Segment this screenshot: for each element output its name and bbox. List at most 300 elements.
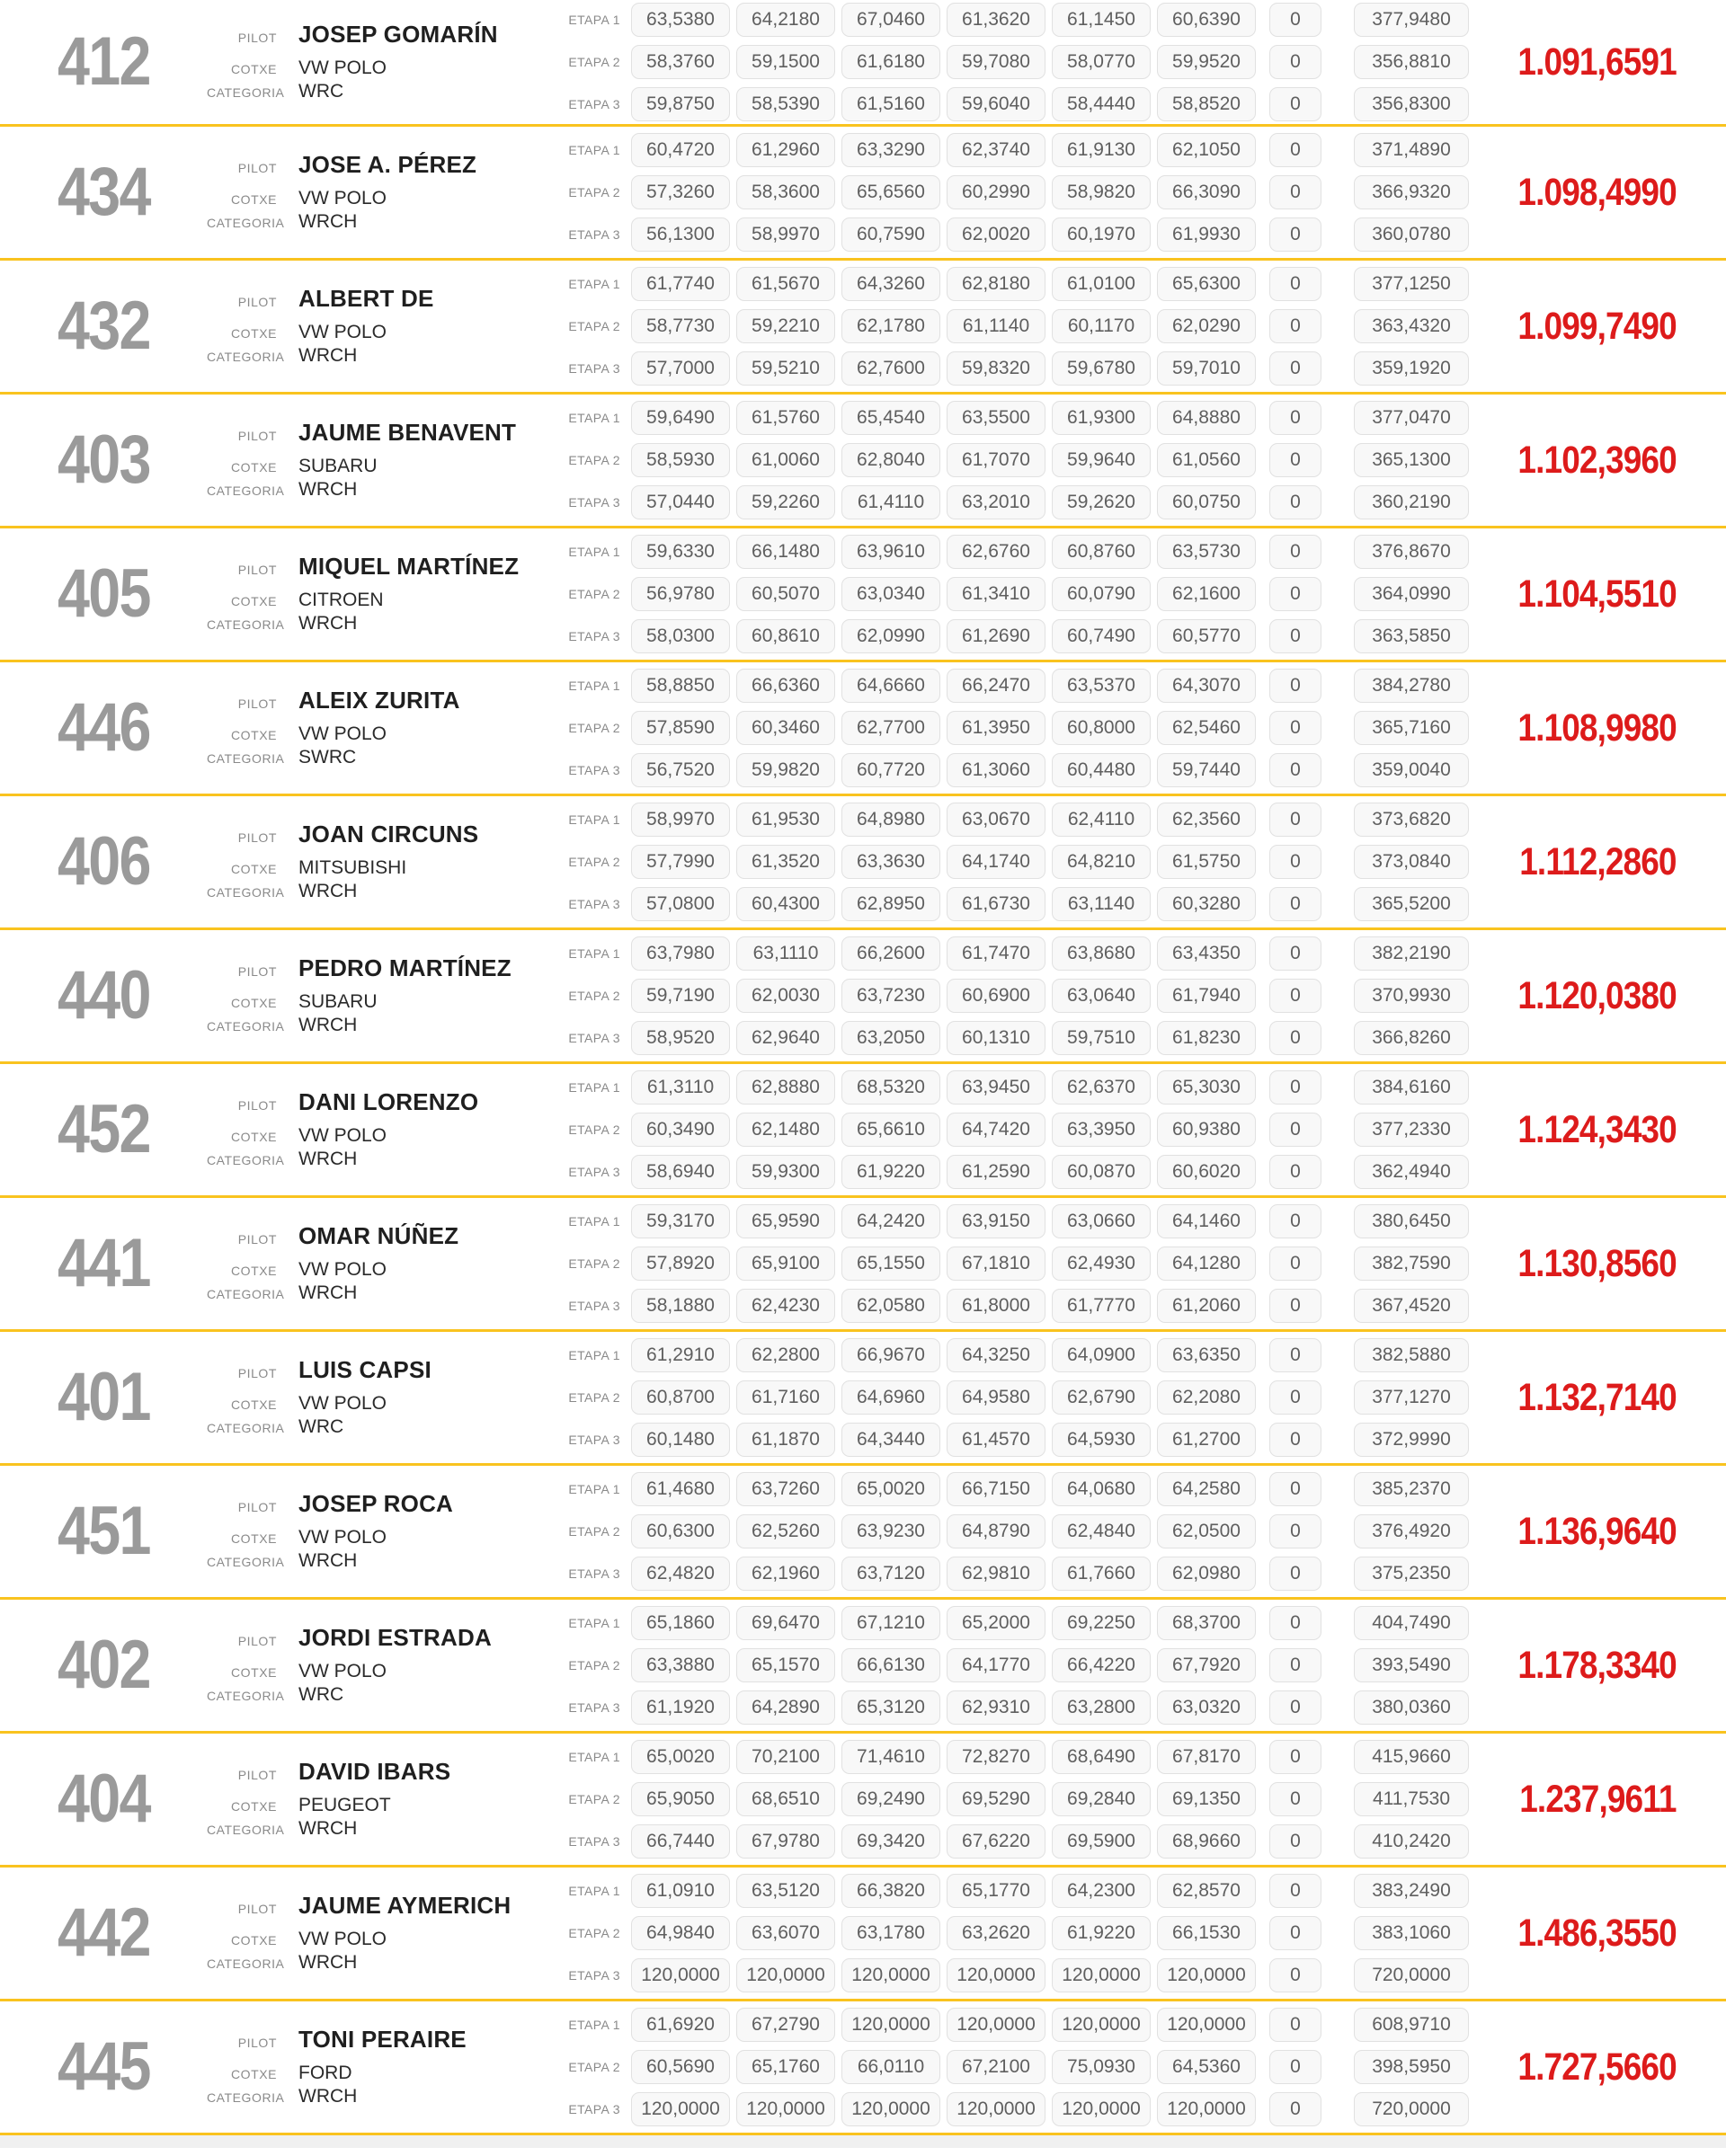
time-cell: 66,3820 [841,1874,940,1908]
pilot-label: PILOT [237,1231,277,1247]
time-cell: 61,3950 [947,711,1045,745]
time-cell: 65,9590 [736,1204,835,1238]
time-cell: 64,1770 [947,1648,1045,1682]
time-cell: 60,4300 [736,887,835,921]
time-cell: 65,1760 [736,2050,835,2084]
time-cell: 120,0000 [947,1958,1045,1992]
time-cell: 59,2210 [736,309,835,343]
penalty-cell: 0 [1269,1824,1321,1859]
driver-row [0,395,1726,528]
time-cell: 59,6040 [947,87,1045,121]
stage-row-2 [503,845,1469,879]
time-cell: 120,0000 [841,2008,940,2042]
stage-total-cell: 360,2190 [1354,485,1469,519]
time-cell: 61,3520 [736,845,835,879]
stage-total-cell: 367,4520 [1354,1289,1469,1323]
stage-results [503,669,1469,787]
penalty-cell: 0 [1269,3,1321,37]
penalty-cell: 0 [1269,2050,1321,2084]
time-cell: 62,8570 [1157,1874,1256,1908]
pilot-label: PILOT [237,562,277,577]
time-cell: 62,8880 [736,1070,835,1105]
time-cell: 64,2420 [841,1204,940,1238]
stage-total-cell: 393,5490 [1354,1648,1469,1682]
categoria-label: CATEGORIA [207,1555,285,1569]
stage-total-cell: 411,7530 [1354,1782,1469,1816]
time-cell: 65,6610 [841,1113,940,1147]
car-number: 434 [57,154,150,230]
overall-total-column [1469,1376,1726,1420]
penalty-cell: 0 [1269,753,1321,787]
driver-row [0,528,1726,662]
cotxe-label: COTXE [230,995,277,1010]
time-cell: 65,2000 [947,1606,1045,1640]
etapa-1-label: ETAPA 1 [568,545,620,559]
time-cell: 62,2800 [736,1338,835,1372]
time-cell: 61,7940 [1157,979,1256,1013]
category-name: WRCH [298,613,358,634]
categoria-label: CATEGORIA [207,85,285,100]
pilot-name: TONI PERAIRE [298,2025,467,2053]
time-cell: 61,7660 [1052,1557,1151,1591]
stage-total-cell: 377,0470 [1354,401,1469,435]
time-cell: 57,3260 [631,175,730,209]
driver-row [0,127,1726,261]
time-cell: 60,1970 [1052,217,1151,252]
time-cell: 61,3410 [947,577,1045,611]
stage-results [503,2008,1469,2126]
pilot-name: PEDRO MARTÍNEZ [298,954,512,981]
time-cell: 65,0020 [631,1740,730,1774]
driver-info [207,954,512,1038]
pilot-label: PILOT [237,963,277,979]
pilot-name: MIQUEL MARTÍNEZ [298,552,520,580]
time-cell: 63,2620 [947,1916,1045,1950]
time-cell: 69,6470 [736,1606,835,1640]
time-cell: 61,6730 [947,887,1045,921]
time-cell: 65,4540 [841,401,940,435]
time-cell: 63,9610 [841,535,940,569]
stage-results [503,535,1469,653]
time-cell: 62,0990 [841,619,940,653]
stage-row-3 [503,351,1469,386]
time-cell: 64,7420 [947,1113,1045,1147]
time-cell: 64,3260 [841,267,940,301]
time-cell: 59,9300 [736,1155,835,1189]
car-number: 405 [57,555,150,632]
car-number: 440 [57,957,150,1034]
stage-row-3 [503,619,1469,653]
time-cell: 63,5730 [1157,535,1256,569]
stage-row-2 [503,443,1469,477]
time-cell: 63,0340 [841,577,940,611]
cotxe-label: COTXE [230,2066,277,2081]
time-cell: 65,1550 [841,1247,940,1281]
time-cell: 60,3280 [1157,887,1256,921]
time-cell: 61,1920 [631,1690,730,1725]
overall-total-column [1469,1778,1726,1822]
time-cell: 72,8270 [947,1740,1045,1774]
driver-row [0,1064,1726,1198]
overall-total-column [1469,1242,1726,1286]
time-cell: 63,7260 [736,1472,835,1506]
time-cell: 64,2300 [1052,1874,1151,1908]
time-cell: 64,3250 [947,1338,1045,1372]
time-cell: 58,0300 [631,619,730,653]
stage-row-3 [503,1155,1469,1189]
penalty-cell: 0 [1269,45,1321,79]
time-cell: 65,3030 [1157,1070,1256,1105]
stage-row-2 [503,309,1469,343]
pilot-name: JOSE A. PÉREZ [298,150,477,178]
penalty-cell: 0 [1269,1021,1321,1055]
time-cell: 56,1300 [631,217,730,252]
driver-row [0,796,1726,930]
time-cell: 61,9530 [736,803,835,837]
penalty-cell: 0 [1269,803,1321,837]
pilot-name: JOSEP ROCA [298,1489,454,1517]
time-cell: 61,8230 [1157,1021,1256,1055]
pilot-label: PILOT [237,1767,277,1782]
pilot-name: ALEIX ZURITA [298,686,460,714]
stage-results [503,936,1469,1055]
time-cell: 63,9450 [947,1070,1045,1105]
overall-total-column [1469,974,1726,1018]
categoria-label: CATEGORIA [207,350,285,364]
time-cell: 61,9300 [1052,401,1151,435]
time-cell: 60,2990 [947,175,1045,209]
time-cell: 61,3060 [947,753,1045,787]
stage-row-2 [503,45,1469,79]
time-cell: 61,5160 [841,87,940,121]
time-cell: 61,3110 [631,1070,730,1105]
stage-results [503,1740,1469,1859]
etapa-3-label: ETAPA 3 [568,495,620,510]
time-cell: 61,2690 [947,619,1045,653]
penalty-cell: 0 [1269,485,1321,519]
time-cell: 60,9380 [1157,1113,1256,1147]
driver-row [0,0,1726,127]
etapa-1-label: ETAPA 1 [568,1080,620,1095]
time-cell: 64,2890 [736,1690,835,1725]
car-number: 432 [57,288,150,364]
stage-row-2 [503,1916,1469,1950]
time-cell: 59,8750 [631,87,730,121]
categoria-label: CATEGORIA [207,2090,285,2105]
driver-info [207,418,517,502]
penalty-cell: 0 [1269,711,1321,745]
stage-row-1 [503,401,1469,435]
etapa-3-label: ETAPA 3 [568,2102,620,2116]
time-cell: 62,2080 [1157,1380,1256,1415]
car-number-column [0,1091,207,1167]
time-cell: 61,8000 [947,1289,1045,1323]
categoria-label: CATEGORIA [207,1019,285,1034]
stage-total-cell: 363,5850 [1354,619,1469,653]
time-cell: 62,9310 [947,1690,1045,1725]
driver-row [0,1734,1726,1868]
stage-results [503,803,1469,921]
driver-info [207,2026,503,2109]
time-cell: 62,1480 [736,1113,835,1147]
time-cell: 61,7770 [1052,1289,1151,1323]
stage-total-cell: 360,0780 [1354,217,1469,252]
penalty-cell: 0 [1269,1648,1321,1682]
etapa-2-label: ETAPA 2 [568,319,620,333]
time-cell: 61,4680 [631,1472,730,1506]
etapa-3-label: ETAPA 3 [568,1031,620,1045]
time-cell: 63,9230 [841,1514,940,1548]
penalty-cell: 0 [1269,175,1321,209]
driver-info [207,21,503,104]
category-name: WRCH [298,2086,358,2107]
time-cell: 61,7070 [947,443,1045,477]
stage-results [503,1070,1469,1189]
time-cell: 66,2600 [841,936,940,971]
time-cell: 60,8000 [1052,711,1151,745]
etapa-2-label: ETAPA 2 [568,587,620,601]
pilot-label: PILOT [237,428,277,443]
stage-total-cell: 377,1270 [1354,1380,1469,1415]
time-cell: 61,2910 [631,1338,730,1372]
time-cell: 67,1210 [841,1606,940,1640]
time-cell: 69,2250 [1052,1606,1151,1640]
time-cell: 66,9670 [841,1338,940,1372]
time-cell: 58,5930 [631,443,730,477]
stage-total-cell: 370,9930 [1354,979,1469,1013]
etapa-2-label: ETAPA 2 [568,55,620,69]
time-cell: 64,1280 [1157,1247,1256,1281]
car-number-column [0,957,207,1034]
time-cell: 60,7490 [1052,619,1151,653]
time-cell: 64,6660 [841,669,940,703]
etapa-3-label: ETAPA 3 [568,1700,620,1715]
time-cell: 60,6020 [1157,1155,1256,1189]
penalty-cell: 0 [1269,1740,1321,1774]
time-cell: 61,9930 [1157,217,1256,252]
time-cell: 120,0000 [1157,2092,1256,2126]
time-cell: 61,1450 [1052,3,1151,37]
stage-row-1 [503,133,1469,167]
penalty-cell: 0 [1269,979,1321,1013]
penalty-cell: 0 [1269,936,1321,971]
stage-total-cell: 385,2370 [1354,1472,1469,1506]
stage-row-2 [503,1782,1469,1816]
etapa-3-label: ETAPA 3 [568,1968,620,1983]
time-cell: 58,7730 [631,309,730,343]
time-cell: 69,3420 [841,1824,940,1859]
time-cell: 63,1780 [841,1916,940,1950]
driver-row [0,261,1726,395]
etapa-3-label: ETAPA 3 [568,1165,620,1179]
driver-row [0,1868,1726,2001]
driver-info [207,1490,503,1574]
stage-row-1 [503,267,1469,301]
pilot-label: PILOT [237,1901,277,1916]
etapa-3-label: ETAPA 3 [568,897,620,911]
car-name: VW POLO [298,1392,387,1414]
time-cell: 64,0900 [1052,1338,1151,1372]
car-name: CITROEN [298,589,384,610]
stage-row-1 [503,669,1469,703]
stage-total-cell: 365,7160 [1354,711,1469,745]
time-cell: 120,0000 [841,1958,940,1992]
stage-row-3 [503,2092,1469,2126]
car-number-column [0,154,207,230]
pilot-name: DANI LORENZO [298,1087,479,1115]
time-cell: 63,7120 [841,1557,940,1591]
stage-total-cell: 415,9660 [1354,1740,1469,1774]
overall-total: 1.136,9640 [1517,1509,1677,1553]
car-name: VW POLO [298,1526,387,1548]
stage-results [503,1606,1469,1725]
cotxe-label: COTXE [230,191,277,207]
overall-total-column [1469,2045,1726,2089]
time-cell: 62,0290 [1157,309,1256,343]
overall-total: 1.102,3960 [1517,438,1677,482]
time-cell: 66,3090 [1157,175,1256,209]
time-cell: 63,0640 [1052,979,1151,1013]
categoria-label: CATEGORIA [207,1287,285,1301]
driver-row [0,1198,1726,1332]
stage-total-cell: 359,0040 [1354,753,1469,787]
time-cell: 58,9520 [631,1021,730,1055]
car-name: VW POLO [298,1258,387,1280]
stage-results [503,1204,1469,1323]
time-cell: 64,0680 [1052,1472,1151,1506]
overall-total: 1.727,5660 [1517,2045,1677,2089]
pilot-label: PILOT [237,30,277,45]
car-number: 403 [57,421,150,498]
cotxe-label: COTXE [230,61,277,76]
penalty-cell: 0 [1269,1958,1321,1992]
penalty-cell: 0 [1269,1070,1321,1105]
pilot-label: PILOT [237,1633,277,1648]
stage-row-2 [503,711,1469,745]
category-name: WRCH [298,1282,358,1303]
car-number-column [0,1627,207,1703]
pilot-name: DAVID IBARS [298,1757,451,1785]
category-name: SWRC [298,747,357,767]
stage-row-3 [503,1423,1469,1457]
etapa-2-label: ETAPA 2 [568,721,620,735]
time-cell: 57,0800 [631,887,730,921]
etapa-2-label: ETAPA 2 [568,1122,620,1137]
time-cell: 120,0000 [947,2092,1045,2126]
time-cell: 67,8170 [1157,1740,1256,1774]
overall-total-column [1469,171,1726,215]
time-cell: 61,0910 [631,1874,730,1908]
time-cell: 62,8040 [841,443,940,477]
etapa-1-label: ETAPA 1 [568,13,620,27]
time-cell: 62,4110 [1052,803,1151,837]
time-cell: 63,3630 [841,845,940,879]
penalty-cell: 0 [1269,577,1321,611]
time-cell: 66,2470 [947,669,1045,703]
time-cell: 66,6360 [736,669,835,703]
penalty-cell: 0 [1269,1289,1321,1323]
stage-total-cell: 720,0000 [1354,1958,1469,1992]
time-cell: 66,1480 [736,535,835,569]
pilot-label: PILOT [237,160,277,175]
penalty-cell: 0 [1269,401,1321,435]
category-name: WRCH [298,1952,358,1973]
time-cell: 60,4480 [1052,753,1151,787]
pilot-name: JAUME BENAVENT [298,418,517,446]
car-number-column [0,1493,207,1569]
time-cell: 62,1960 [736,1557,835,1591]
stage-row-3 [503,1289,1469,1323]
penalty-cell: 0 [1269,1916,1321,1950]
stage-total-cell: 363,4320 [1354,309,1469,343]
penalty-cell: 0 [1269,1423,1321,1457]
etapa-1-label: ETAPA 1 [568,411,620,425]
driver-row [0,2001,1726,2135]
pilot-label: PILOT [237,2035,277,2050]
stage-total-cell: 362,4940 [1354,1155,1469,1189]
time-cell: 62,0980 [1157,1557,1256,1591]
etapa-3-label: ETAPA 3 [568,361,620,376]
pilot-label: PILOT [237,830,277,845]
overall-total-column [1469,572,1726,617]
stage-row-3 [503,753,1469,787]
cotxe-label: COTXE [230,1664,277,1680]
time-cell: 120,0000 [631,2092,730,2126]
penalty-cell: 0 [1269,1874,1321,1908]
etapa-2-label: ETAPA 2 [568,1256,620,1271]
stage-total-cell: 366,8260 [1354,1021,1469,1055]
pilot-label: PILOT [237,294,277,309]
stage-row-3 [503,485,1469,519]
stage-row-3 [503,87,1469,121]
stage-total-cell: 375,2350 [1354,1557,1469,1591]
stage-results [503,1338,1469,1457]
time-cell: 61,0060 [736,443,835,477]
car-number: 441 [57,1225,150,1301]
stage-row-1 [503,1472,1469,1506]
time-cell: 57,7990 [631,845,730,879]
category-name: WRCH [298,345,358,366]
time-cell: 64,8880 [1157,401,1256,435]
stage-total-cell: 380,0360 [1354,1690,1469,1725]
cotxe-label: COTXE [230,459,277,475]
etapa-2-label: ETAPA 2 [568,185,620,200]
etapa-1-label: ETAPA 1 [568,812,620,827]
overall-total: 1.120,0380 [1517,973,1677,1017]
stage-total-cell: 373,0840 [1354,845,1469,879]
time-cell: 64,2580 [1157,1472,1256,1506]
time-cell: 59,7080 [947,45,1045,79]
time-cell: 61,6920 [631,2008,730,2042]
categoria-label: CATEGORIA [207,617,285,632]
etapa-2-label: ETAPA 2 [568,1792,620,1806]
categoria-label: CATEGORIA [207,885,285,900]
driver-info [207,151,503,235]
etapa-1-label: ETAPA 1 [568,946,620,961]
categoria-label: CATEGORIA [207,1823,285,1837]
time-cell: 62,7600 [841,351,940,386]
time-cell: 60,3460 [736,711,835,745]
time-cell: 59,3170 [631,1204,730,1238]
categoria-label: CATEGORIA [207,484,285,498]
time-cell: 62,6790 [1052,1380,1151,1415]
time-cell: 61,2590 [947,1155,1045,1189]
overall-total: 1.091,6591 [1517,40,1677,84]
time-cell: 65,9100 [736,1247,835,1281]
car-number-column [0,421,207,498]
time-cell: 58,9970 [631,803,730,837]
stage-total-cell: 371,4890 [1354,133,1469,167]
